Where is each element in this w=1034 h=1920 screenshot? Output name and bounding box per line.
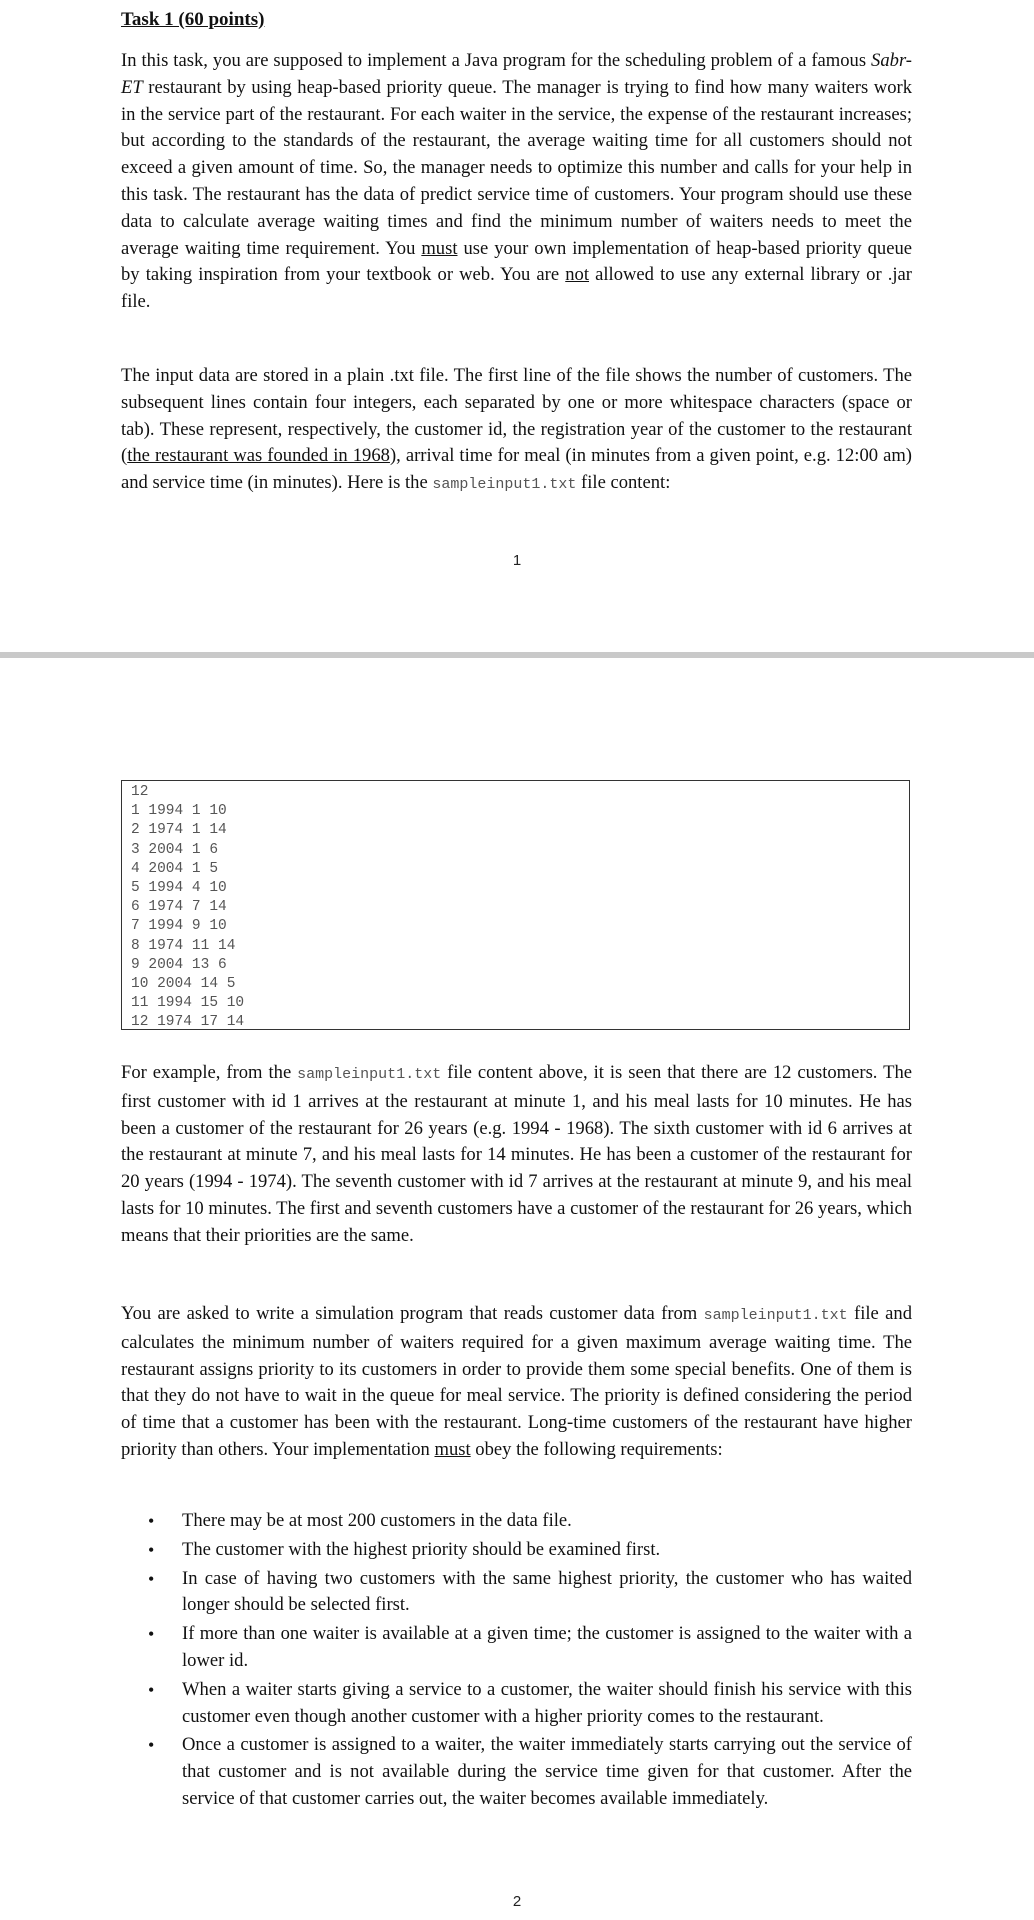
example-text-2: file content above, it is seen that there are 12 customers. The first customer with id 1 arrives at the restaurant at minute 1, and his meal lasts for 10 minutes. He has been a customer of the restaurant for 26 years (e.g. 1994 - 1968). The sixth customer with id 6 arrives at the restaurant at minute 7, and his meal lasts for 14 minutes. He has been a customer of the restaurant for 20 years (1994 - 1974). The seventh customer with id 7 arrives at the restaurant at minute 9, and his meal lasts for 10 minutes. The first and seventh customers have a customer of the restaurant for 26 years, which means that their priorities are the same. <box>121 1062 912 1246</box>
requirements-intro-paragraph <box>121 1301 912 1464</box>
page-number: 1 <box>512 552 522 569</box>
sample-input-line: 9 2004 13 6 <box>131 956 227 973</box>
intro-text-3: use your own implementation of heap-based priority queue by taking inspiration from your textbook or web. You are <box>121 237 912 286</box>
founded-note: the restaurant was founded in 1968 <box>127 445 390 467</box>
req-intro-text-1: You are asked to write a simulation program that reads customer data from <box>121 1303 704 1324</box>
input-format-paragraph <box>121 363 912 499</box>
task-heading: Task 1 (60 points) <box>121 9 265 30</box>
page-1 <box>0 0 1034 652</box>
must-emphasis: must <box>434 1438 471 1460</box>
bullet-icon: • <box>148 1624 155 1645</box>
requirement-item <box>121 1621 912 1675</box>
bullet-icon: • <box>148 1568 155 1589</box>
sample-input-line: 7 1994 9 10 <box>131 918 227 935</box>
filename-code: sampleinput1.txt <box>703 1307 848 1324</box>
sample-input-box <box>121 780 910 1030</box>
sample-input-line: 12 1974 17 14 <box>131 1014 245 1031</box>
sample-input-line: 1 1994 1 10 <box>131 803 227 820</box>
req-intro-text-3: obey the following requirements: <box>470 1438 723 1460</box>
requirement-item <box>121 1677 912 1731</box>
must-emphasis: must <box>421 237 458 259</box>
filename-code: sampleinput1.txt <box>432 476 577 494</box>
requirement-text: The customer with the highest priority should be examined first. <box>182 1538 661 1560</box>
requirement-item <box>121 1732 912 1812</box>
input-text-1: The input data are stored in a plain .txt file. The first line of the file shows the number of customers. The subsequent lines contain four integers, each separated by one or more whitespace characters (space or tab). These represent, respectively, the customer id, the registration year of the customer to the restaurant ( <box>121 365 912 467</box>
bullet-icon: • <box>148 1511 155 1531</box>
page-number: 2 <box>512 1893 522 1910</box>
intro-paragraph <box>121 48 912 316</box>
requirements-list <box>121 1508 912 1815</box>
sample-input-line: 10 2004 14 5 <box>131 976 236 993</box>
sample-input-line: 4 2004 1 5 <box>131 860 219 877</box>
restaurant-name: Sabr-ET <box>121 50 912 98</box>
sample-input-line: 12 <box>131 784 149 800</box>
sample-input-line: 3 2004 1 6 <box>131 841 219 858</box>
bullet-icon: • <box>148 1679 155 1700</box>
sample-input-line: 5 1994 4 10 <box>131 880 227 897</box>
requirement-item <box>121 1508 912 1535</box>
sample-input-line: 11 1994 15 10 <box>131 995 245 1012</box>
requirement-item <box>121 1537 912 1564</box>
requirement-text: There may be at most 200 customers in the data file. <box>182 1510 572 1531</box>
sample-input-line: 8 1974 11 14 <box>131 937 236 954</box>
bullet-icon: • <box>148 1735 155 1756</box>
requirement-text: If more than one waiter is available at a given time; the customer is assigned to the waiter with a lower id. <box>182 1623 912 1671</box>
requirement-text: Once a customer is assigned to a waiter, the waiter immediately starts carrying out the service of that customer and is not available during the service time given for that customer. After the service of that customer carries out, the waiter becomes available immediately. <box>182 1734 912 1809</box>
filename-code: sampleinput1.txt <box>297 1066 442 1083</box>
input-text-2: ), arrival time for meal (in minutes from a given point, e.g. 12:00 am) and service time (in minutes). Here is the <box>121 445 912 494</box>
bullet-icon: • <box>148 1539 155 1560</box>
sample-input-line: 2 1974 1 14 <box>131 822 227 839</box>
intro-text-2: restaurant by using heap-based priority queue. The manager is trying to find how many waiters work in the service part of the restaurant. For each waiter in the service, the expense of the restaurant increases; but according to the standards of the restaurant, the average waiting time for all customers should not exceed a given amount of time. So, the manager needs to optimize this number and calls for your help in this task. The restaurant has the data of predict service time of customers. Your program should use these data to calculate average waiting times and find the minimum number of waiters needs to meet the average waiting time requirement. You <box>121 76 912 259</box>
intro-text-1: In this task, you are supposed to implement a Java program for the scheduling problem of a famous <box>121 50 872 71</box>
input-text-3: file content: <box>576 472 671 494</box>
requirement-text: In case of having two customers with the same highest priority, the customer who has waited longer should be selected first. <box>182 1567 912 1616</box>
req-intro-text-2: file and calculates the minimum number of waiters required for a given maximum average waiting time. The restaurant assigns priority to its customers in order to provide them some special benefits. One of them is that they do not have to wait in the queue for meal service. The priority is defined considering the period of time that a customer has been with the restaurant. Long-time customers of the restaurant have higher priority than others. Your implementation <box>121 1303 913 1460</box>
intro-text-4: allowed to use any external library or .jar file. <box>121 264 913 313</box>
sample-input-lines <box>131 783 900 1033</box>
example-text-1: For example, from the <box>121 1062 298 1083</box>
not-emphasis: not <box>565 264 590 286</box>
requirement-item <box>121 1566 912 1620</box>
page-2 <box>0 658 1034 1920</box>
sample-input-line: 6 1974 7 14 <box>131 899 227 916</box>
requirement-text: When a waiter starts giving a service to a customer, the waiter should finish his service with this customer even though another customer with a higher priority comes to the restaurant. <box>182 1678 912 1727</box>
example-paragraph <box>121 1060 912 1250</box>
